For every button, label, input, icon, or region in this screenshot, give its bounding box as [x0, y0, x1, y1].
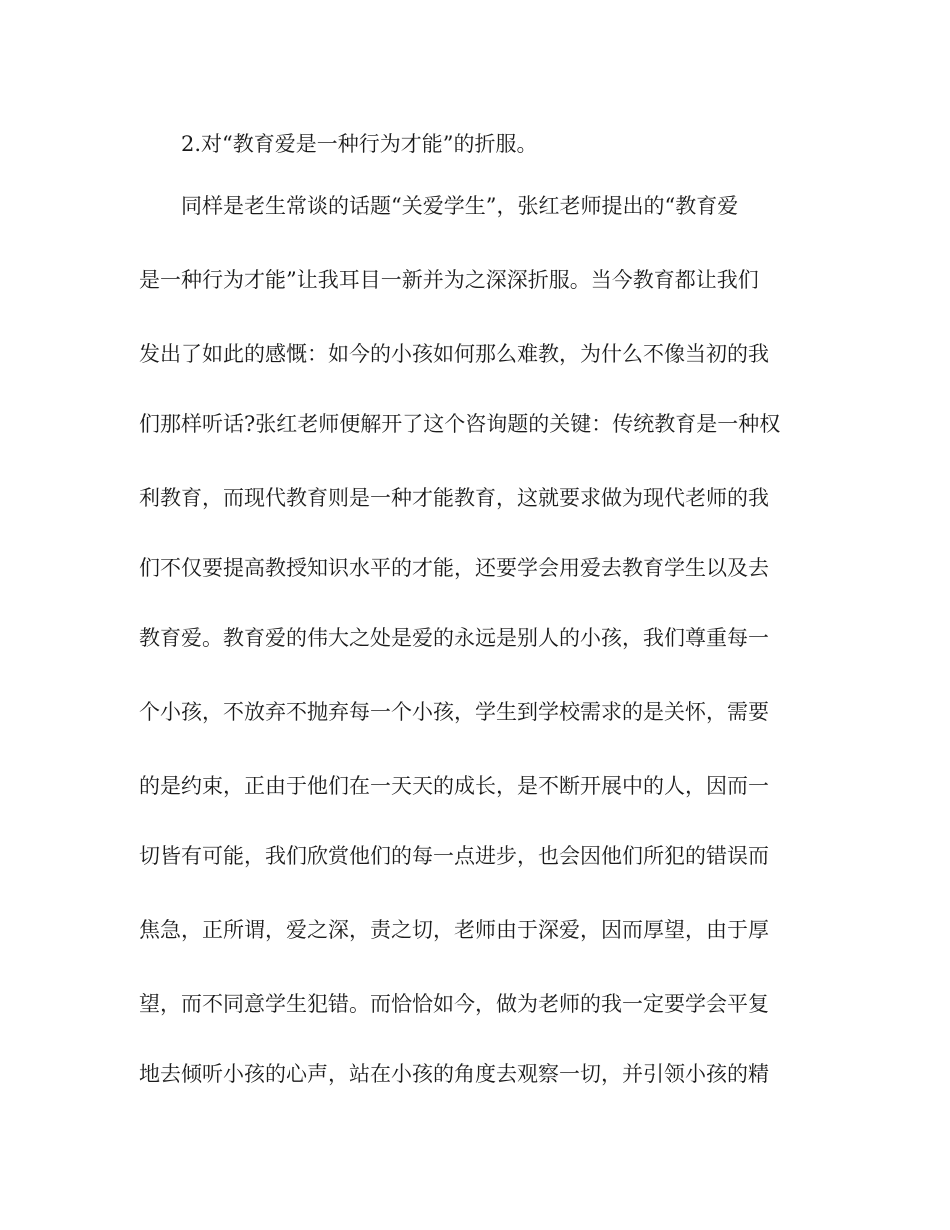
paragraph-line: 们不仅要提高教授知识水平的才能，还要学会用爱去教育学生以及去 — [139, 556, 769, 580]
paragraph-line: 望，而不同意学生犯错。而恰恰如今，做为老师的我一定要学会平复 — [139, 992, 769, 1016]
paragraph-line: 切皆有可能，我们欣赏他们的每一点进步，也会因他们所犯的错误而 — [139, 844, 769, 868]
paragraph-line: 个小孩，不放弃不抛弃每一个小孩，学生到学校需求的是关怀，需要 — [139, 700, 769, 724]
paragraph-line: 的是约束，正由于他们在一天天的成长，是不断开展中的人，因而一 — [139, 774, 769, 798]
paragraph-line: 地去倾听小孩的心声，站在小孩的角度去观察一切，并引领小孩的精 — [139, 1062, 769, 1086]
paragraph-line: 同样是老生常谈的话题“关爱学生”，张红老师提出的“教育爱 — [181, 194, 739, 218]
paragraph-line: 教育爱。教育爱的伟大之处是爱的永远是别人的小孩，我们尊重每一 — [139, 626, 769, 650]
paragraph-line: 们那样听话?张红老师便解开了这个咨询题的关键：传统教育是一种权 — [139, 412, 781, 436]
paragraph-line: 发出了如此的感慨：如今的小孩如何那么难教，为什么不像当初的我 — [139, 342, 769, 366]
paragraph-line: 焦急，正所谓，爱之深，责之切，老师由于深爱，因而厚望，由于厚 — [139, 918, 769, 942]
paragraph-line: 是一种行为才能”让我耳目一新并为之深深折服。当今教育都让我们 — [139, 268, 759, 292]
section-heading: 2.对“教育爱是一种行为才能”的折服。 — [181, 132, 538, 156]
paragraph-line: 利教育，而现代教育则是一种才能教育，这就要求做为现代老师的我 — [139, 486, 769, 510]
